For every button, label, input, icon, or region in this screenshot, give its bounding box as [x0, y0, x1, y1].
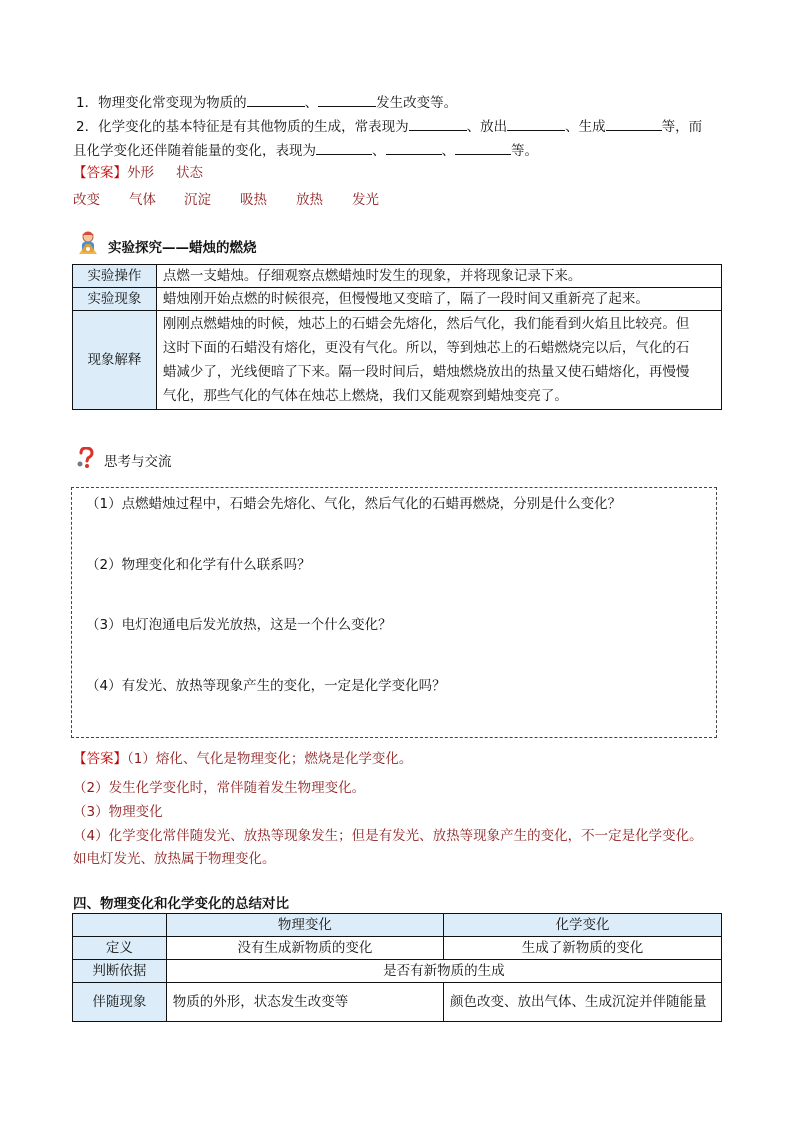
row-content [156, 311, 721, 410]
cell-physical: 没有生成新物质的变化 [166, 937, 443, 960]
answer-item: 沉淀 [184, 192, 211, 208]
table-row [73, 937, 722, 960]
cell-physical: 物质的外形，状态发生改变等 [166, 983, 443, 1022]
q2-text-before: 2．化学变化的基本特征是有其他物质的生成，常表现为 [76, 119, 409, 135]
row-label: 实验现象 [73, 288, 157, 311]
q2l2-text-before: 且化学变化还伴随着能量的变化，表现为 [73, 143, 316, 159]
cell-basis: 是否有新物质的生成 [166, 960, 721, 983]
answer-tag: 【答案】 [73, 165, 127, 181]
blank [507, 117, 565, 131]
q2-sep2: 、生成 [565, 119, 606, 135]
discussion-answer-2: （2）发生化学变化时，常伴随着发生物理变化。 [73, 780, 366, 796]
discussion-question: （2）物理变化和化学有什么联系吗？ [86, 557, 311, 573]
summary-table [72, 913, 722, 1022]
discussion-question: （3）电灯泡通电后发光放热，这是一个什么变化？ [86, 617, 392, 633]
row-label: 伴随现象 [73, 983, 167, 1022]
q1-text-before: 1．物理变化常变现为物质的 [76, 95, 247, 111]
explanation-line: 蜡减少了，光线便暗了下来。隔一段时间后，蜡烛燃烧放出的热量又使石蜡熔化，再慢慢 [162, 364, 690, 380]
q2l2-sep2: 、 [441, 143, 455, 159]
explanation-line: 刚刚点燃蜡烛的时候，烛芯上的石蜡会先熔化，然后气化，我们能看到火焰且比较亮。但 [162, 316, 690, 332]
row-label: 实验操作 [73, 265, 157, 288]
blank [606, 117, 662, 131]
explanation-line: 这时下面的石蜡没有熔化，更没有气化。所以，等到烛芯上的石蜡燃烧完以后，气化的石 [162, 340, 690, 356]
table-row [73, 265, 722, 288]
row-label: 判断依据 [73, 960, 167, 983]
header-cell-physical: 物理变化 [166, 914, 443, 937]
blank [386, 141, 442, 155]
answer-text: （1）熔化、气化是物理变化；燃烧是化学变化。 [127, 751, 413, 767]
answer-item: 外形 [127, 165, 154, 181]
discussion-question: （1）点燃蜡烛过程中，石蜡会先熔化、气化，然后气化的石蜡再燃烧，分别是什么变化？ [86, 496, 622, 512]
cell-chemical: 生成了新物质的变化 [444, 937, 722, 960]
table-header-row [73, 914, 722, 937]
discussion-question: （4）有发光、放热等现象产生的变化，一定是化学变化吗？ [86, 678, 446, 694]
q2-text-after: 等，而 [661, 119, 703, 135]
question-mark-icon [77, 447, 95, 469]
answer-item: 吸热 [240, 192, 267, 208]
discussion-answer-4: （4）化学变化常伴随发光、放热等现象发生；但是有发光、放热等现象产生的变化，不一定是化学变化。 [73, 828, 703, 844]
discussion-answer-5: 如电灯发光、放热属于物理变化。 [73, 851, 276, 867]
table-row [73, 983, 722, 1022]
answer-line-1 [73, 163, 203, 183]
answer-item: 改变 [73, 192, 100, 208]
q1-text-after: 发生改变等。 [376, 95, 458, 111]
blank [247, 93, 305, 107]
q2l2-sep1: 、 [372, 143, 386, 159]
answer-item: 发光 [352, 192, 379, 208]
header-cell-chemical: 化学变化 [444, 914, 722, 937]
answer-item: 气体 [129, 192, 156, 208]
table-row [73, 288, 722, 311]
discussion-title: 思考与交流 [104, 454, 172, 470]
explanation-line: 气化，那些气化的气体在烛芯上燃烧，我们又能观察到蜡烛变亮了。 [162, 388, 568, 404]
q1-sep: 、 [304, 95, 319, 111]
scientist-icon [76, 230, 100, 256]
blank [318, 93, 376, 107]
cell-chemical: 颜色改变、放出气体、生成沉淀并伴随能量 [444, 983, 722, 1022]
discussion-answer-3: （3）物理变化 [73, 804, 163, 820]
blank [316, 141, 372, 155]
header-cell-empty [73, 914, 167, 937]
discussion-answer-1 [73, 749, 412, 769]
row-content: 点燃一支蜡烛。仔细观察点燃蜡烛时发生的现象，并将现象记录下来。 [156, 265, 721, 288]
blank [409, 117, 467, 131]
question-1 [76, 93, 457, 113]
question-2-line2 [73, 141, 538, 161]
blank [455, 141, 511, 155]
q2-sep1: 、放出 [466, 119, 508, 135]
table-row [73, 311, 722, 410]
answer-item: 状态 [176, 165, 203, 181]
row-content: 蜡烛刚开始点燃的时候很亮，但慢慢地又变暗了，隔了一段时间又重新亮了起来。 [156, 288, 721, 311]
question-2-line1 [76, 117, 702, 137]
table-row [73, 960, 722, 983]
row-label: 现象解释 [73, 311, 157, 410]
q2l2-text-after: 等。 [511, 143, 538, 159]
answer-tag: 【答案】 [73, 751, 127, 767]
summary-title: 四、物理变化和化学变化的总结对比 [73, 896, 289, 912]
row-label: 定义 [73, 937, 167, 960]
experiment-title: 实验探究——蜡烛的燃烧 [108, 240, 257, 256]
answer-item: 放热 [296, 192, 323, 208]
experiment-table [72, 264, 722, 410]
